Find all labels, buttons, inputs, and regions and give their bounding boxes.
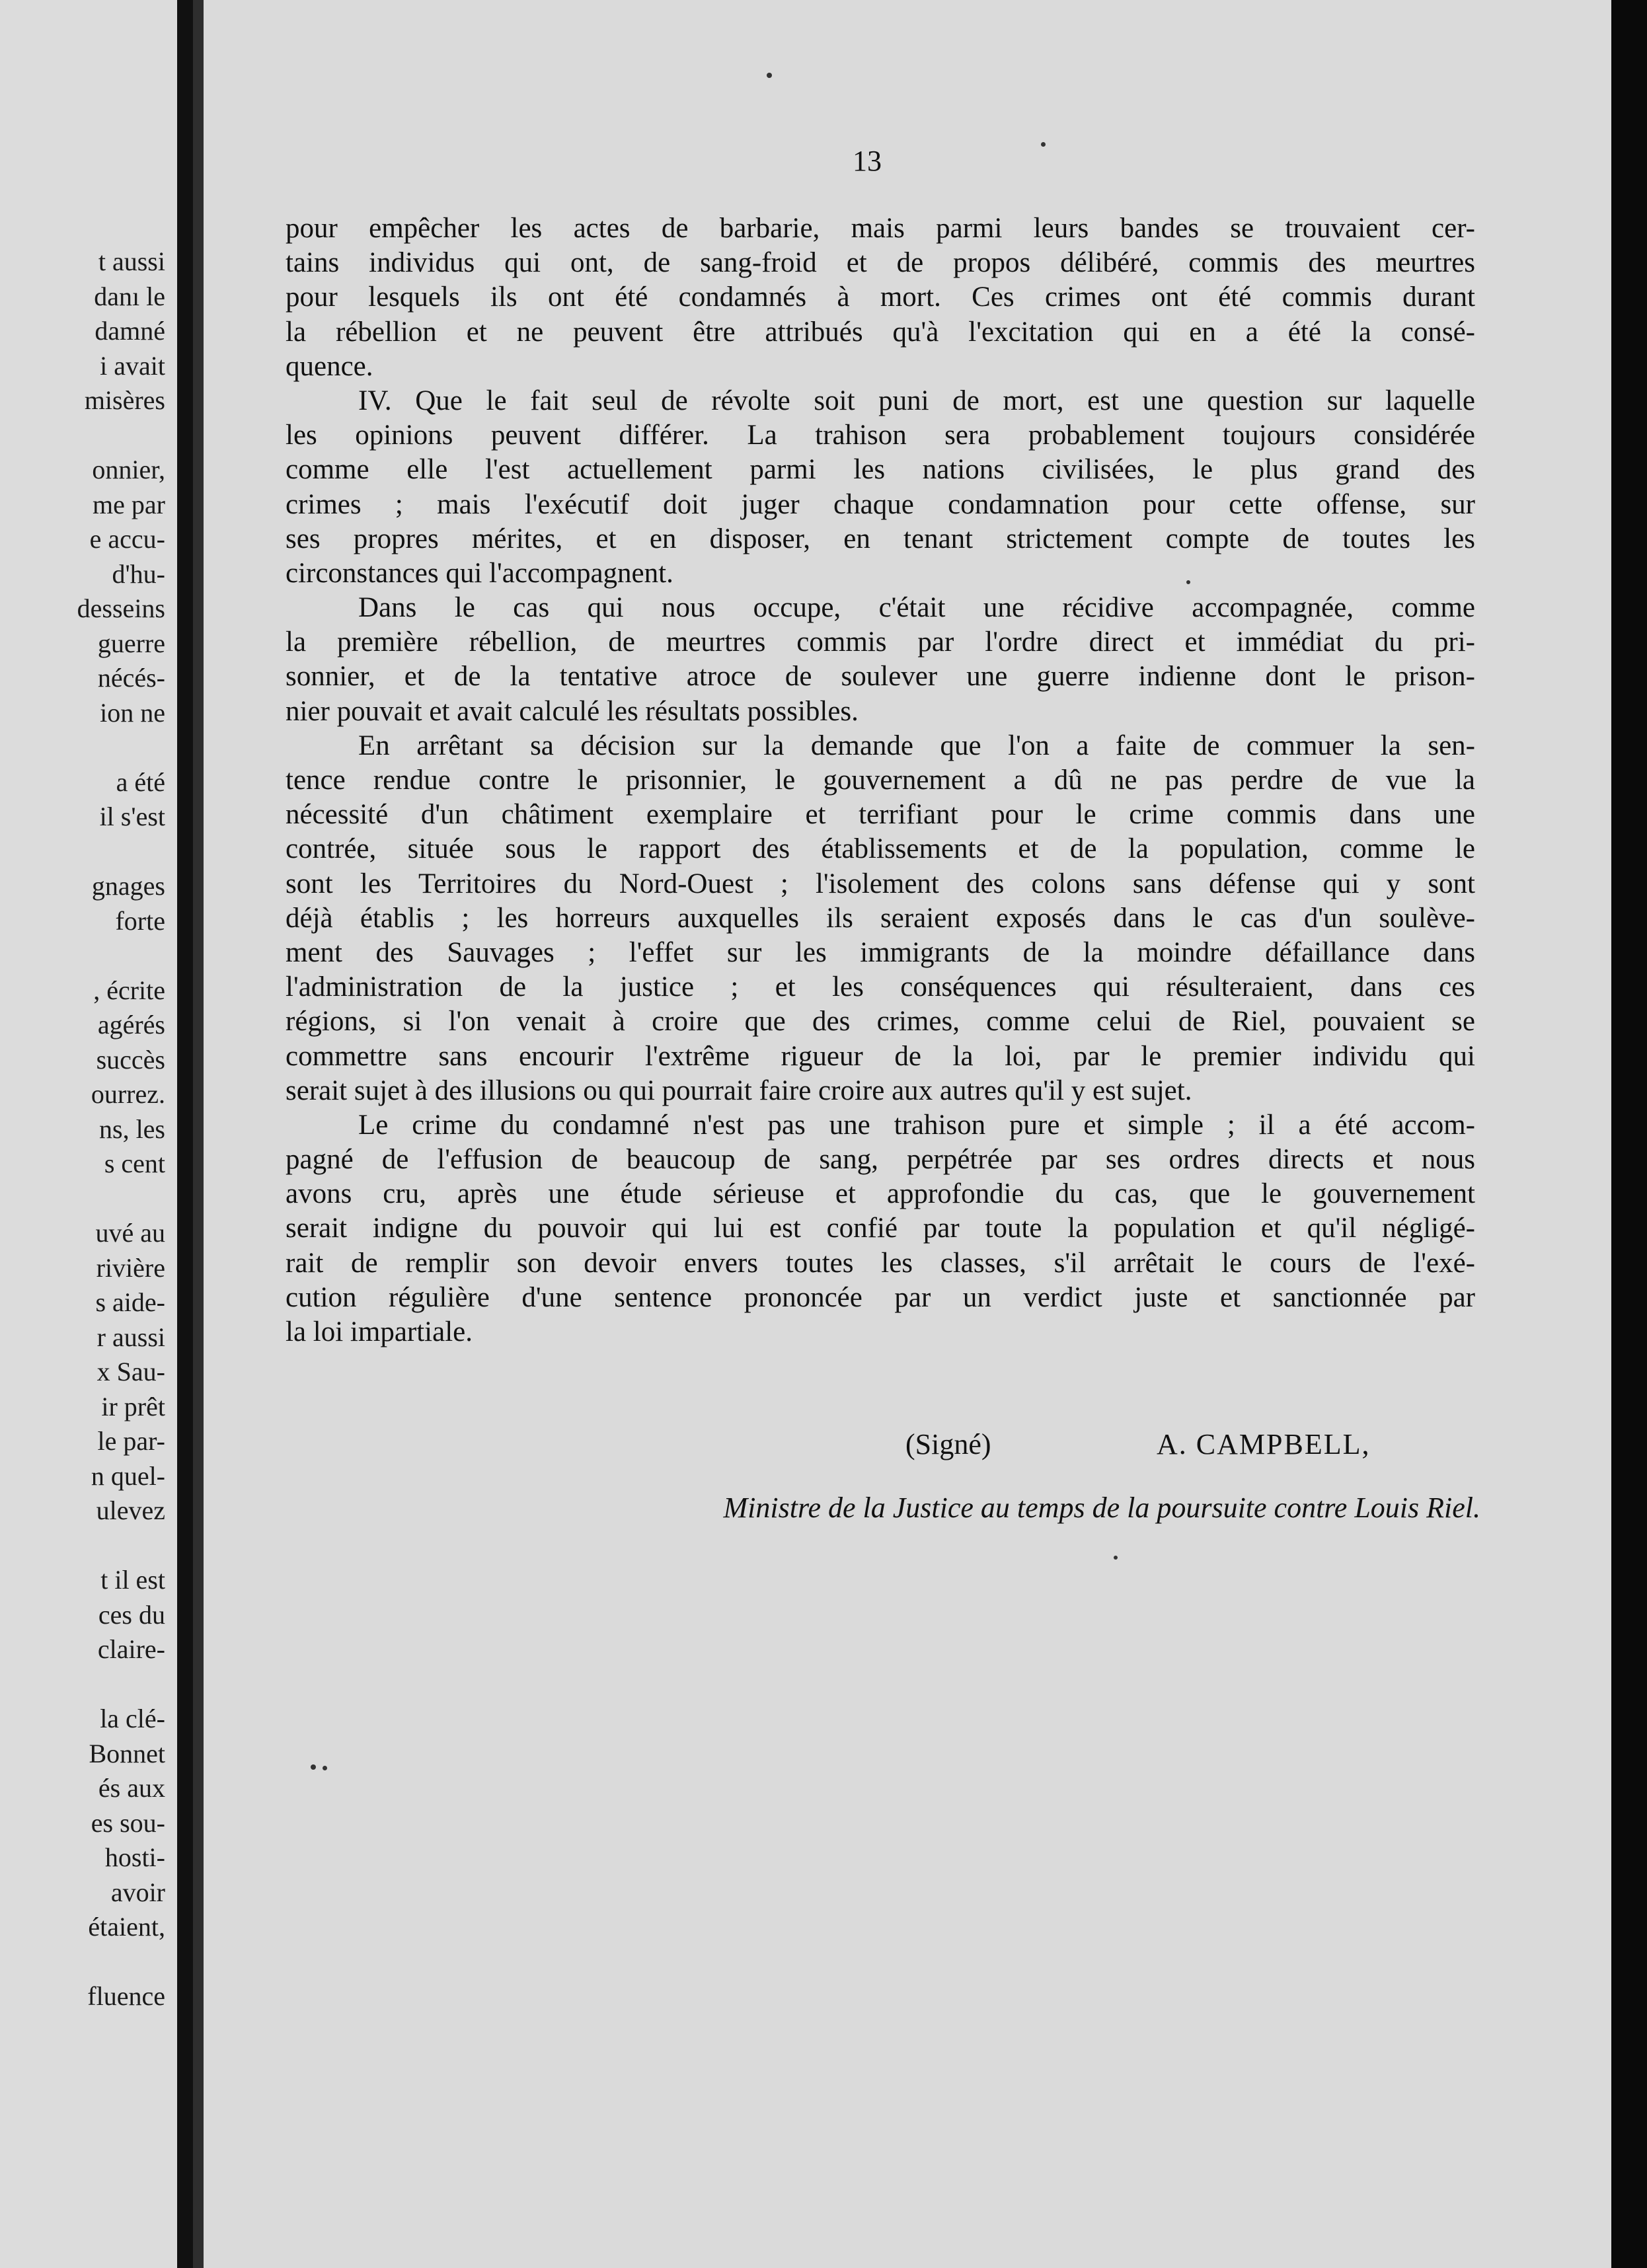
signed-label: (Signé) — [905, 1428, 991, 1460]
previous-page-line: étaient, — [88, 1912, 165, 1942]
previous-page-line: e accu- — [89, 524, 165, 554]
previous-page-line: danı le — [94, 281, 165, 311]
previous-page-line: t aussi — [98, 246, 165, 276]
body-line: ses propres mérites, et en disposer, en tenant strictement compte de toutes les — [286, 523, 1475, 554]
body-line: sonnier, et de la tentative atroce de soulever une guerre indienne dont le prison- — [286, 661, 1475, 693]
previous-page-line — [7, 1667, 165, 1702]
previous-page-line: me par — [93, 489, 165, 519]
body-line: comme elle l'est actuellement parmi les nations civilisées, le plus grand des — [286, 454, 1475, 486]
previous-page-line — [7, 938, 165, 973]
binding-shadow — [193, 0, 204, 2268]
body-line: la première rébellion, de meurtres commis par l'ordre direct et immédiat du pri- — [286, 626, 1475, 658]
paper-speck — [1186, 580, 1190, 584]
previous-page-line: misères — [84, 385, 165, 415]
previous-page-line: ces du — [98, 1599, 165, 1630]
previous-page-line: r aussi — [96, 1322, 165, 1352]
paper-speck — [311, 1764, 316, 1770]
body-line: serait indigne du pouvoir qui lui est confié par toute la population et qu'il négligé- — [286, 1213, 1475, 1244]
body-line: régions, si l'on venait à croire que des crimes, comme celui de Riel, pouvaient se — [286, 1006, 1475, 1038]
paper-speck — [767, 73, 772, 78]
previous-page-line: succès — [96, 1044, 165, 1075]
previous-page-line: il s'est — [99, 802, 165, 831]
previous-page-line: n quel- — [91, 1460, 165, 1491]
previous-page-line: nécés- — [97, 663, 165, 693]
body-line: sont les Territoires du Nord-Ouest ; l'isolement des colons sans défense qui y sont — [286, 868, 1475, 899]
body-text — [286, 211, 1475, 1349]
previous-page-text — [7, 245, 165, 2014]
previous-page-line — [7, 835, 165, 870]
previous-page-line: la clé- — [100, 1704, 165, 1733]
previous-page-line — [7, 418, 165, 453]
body-line: tains individus qui ont, de sang-froid et de propos délibéré, commis des meurtres — [286, 247, 1475, 279]
body-line: déjà établis ; les horreurs auxquelles ils seraient exposés dans le cas d'un soulève- — [286, 902, 1475, 934]
previous-page-line: desseins — [77, 593, 165, 623]
previous-page-fragment — [0, 0, 177, 2268]
previous-page-line: rivière — [96, 1252, 165, 1283]
body-line: pour empêcher les actes de barbarie, mais parmi leurs bandes se trouvaient cer- — [286, 213, 1475, 244]
body-line: crimes ; mais l'exécutif doit juger chaque condamnation pour cette offense, sur — [286, 488, 1475, 520]
body-line: tence rendue contre le prisonnier, le gouvernement a dû ne pas perdre de vue la — [286, 765, 1475, 796]
previous-page-line: damné — [95, 316, 165, 346]
previous-page-line: agérés — [97, 1010, 165, 1040]
previous-page-line: hosti- — [104, 1842, 165, 1872]
body-line: Le crime du condamné n'est pas une trahison pure et simple ; il a été accom- — [358, 1109, 1475, 1141]
body-line: En arrêtant sa décision sur la demande que l'on a faite de commuer la sen- — [358, 730, 1475, 761]
previous-page-line: ns, les — [99, 1114, 165, 1144]
body-line: cution régulière d'une sentence prononcée par un verdict juste et sanctionnée par — [286, 1281, 1475, 1313]
body-line: Dans le cas qui nous occupe, c'était une récidive accompagnée, comme — [358, 592, 1475, 624]
previous-page-line — [7, 1182, 165, 1217]
previous-page-line: avoir — [110, 1877, 165, 1907]
previous-page-line: ir prêt — [101, 1391, 165, 1421]
previous-page-line: Bonnet — [89, 1738, 165, 1768]
previous-page-line: i avait — [100, 350, 165, 381]
previous-page-line: , écrite — [93, 975, 165, 1005]
previous-page-line: a été — [116, 767, 165, 797]
paper-speck — [1041, 142, 1046, 147]
previous-page-line: d'hu- — [112, 558, 165, 589]
previous-page-line: guerre — [97, 628, 165, 658]
previous-page-line — [7, 730, 165, 765]
body-line: la rébellion et ne peuvent être attribués qu'à l'excitation qui en a été la consé- — [286, 316, 1475, 348]
previous-page-line: ourrez. — [91, 1079, 165, 1109]
body-line: pour lesquels ils ont été condamnés à mort. Ces crimes ont été commis durant — [286, 282, 1475, 313]
previous-page-line: x Sau- — [96, 1357, 165, 1386]
body-line: serait sujet à des illusions ou qui pourrait faire croire aux autres qu'il y est sujet. — [286, 1075, 1192, 1106]
previous-page-line: le par- — [97, 1426, 165, 1456]
body-line: commettre sans encourir l'extrême rigueur de la loi, par le premier individu qui — [286, 1040, 1475, 1072]
body-line: pagné de l'effusion de beaucoup de sang, perpétrée par ses ordres directs et nous — [286, 1144, 1475, 1176]
body-line: nier pouvait et avait calculé les résultats possibles. — [286, 695, 859, 727]
body-line: l'administration de la justice ; et les conséquences qui résulteraient, dans ces — [286, 971, 1475, 1003]
paper-speck — [1114, 1556, 1118, 1560]
body-line: quence. — [286, 350, 373, 382]
previous-page-line: claire- — [97, 1634, 165, 1664]
previous-page-line: s cent — [104, 1149, 165, 1178]
body-line: ment des Sauvages ; l'effet sur les immigrants de la moindre défaillance dans — [286, 936, 1475, 968]
previous-page-line: es sou- — [91, 1807, 165, 1838]
page-right-edge — [1611, 0, 1647, 2268]
previous-page-line: uvé au — [95, 1218, 165, 1248]
body-line: IV. Que le fait seul de révolte soit puni de mort, est une question sur laquelle — [358, 385, 1475, 416]
previous-page-line: s aide- — [95, 1287, 165, 1317]
body-line: rait de remplir son devoir envers toutes les classes, s'il arrêtait le cours de l'exé- — [286, 1247, 1475, 1279]
body-line: les opinions peuvent différer. La trahison sera probablement toujours considérée — [286, 420, 1475, 451]
signatory-name: A. CAMPBELL, — [1157, 1428, 1371, 1460]
previous-page-line: forte — [115, 905, 165, 936]
body-line: avons cru, après une étude sérieuse et approfondie du cas, que le gouvernement — [286, 1178, 1475, 1210]
previous-page-line: gnages — [91, 871, 165, 901]
previous-page-line: onnier, — [92, 455, 165, 484]
previous-page-line: t il est — [100, 1565, 165, 1595]
signatory-title: Ministre de la Justice au temps de la poursuite contre Louis Riel. — [723, 1492, 1480, 1524]
previous-page-line — [7, 1945, 165, 1980]
body-line: nécessité d'un châtiment exemplaire et terrifiant pour le crime commis dans une — [286, 799, 1475, 831]
body-line: la loi impartiale. — [286, 1316, 473, 1347]
binding-gutter — [177, 0, 193, 2268]
previous-page-line: ion ne — [100, 697, 165, 728]
body-line: circonstances qui l'accompagnent. — [286, 557, 673, 589]
paper-speck — [323, 1766, 327, 1770]
previous-page-line — [7, 1529, 165, 1564]
body-line: contrée, située sous le rapport des établissements et de la population, comme le — [286, 833, 1475, 865]
previous-page-line: és aux — [98, 1773, 165, 1803]
previous-page-line: fluence — [87, 1981, 165, 2011]
previous-page-line: ulevez — [96, 1495, 165, 1525]
page-number: 13 — [853, 145, 882, 177]
